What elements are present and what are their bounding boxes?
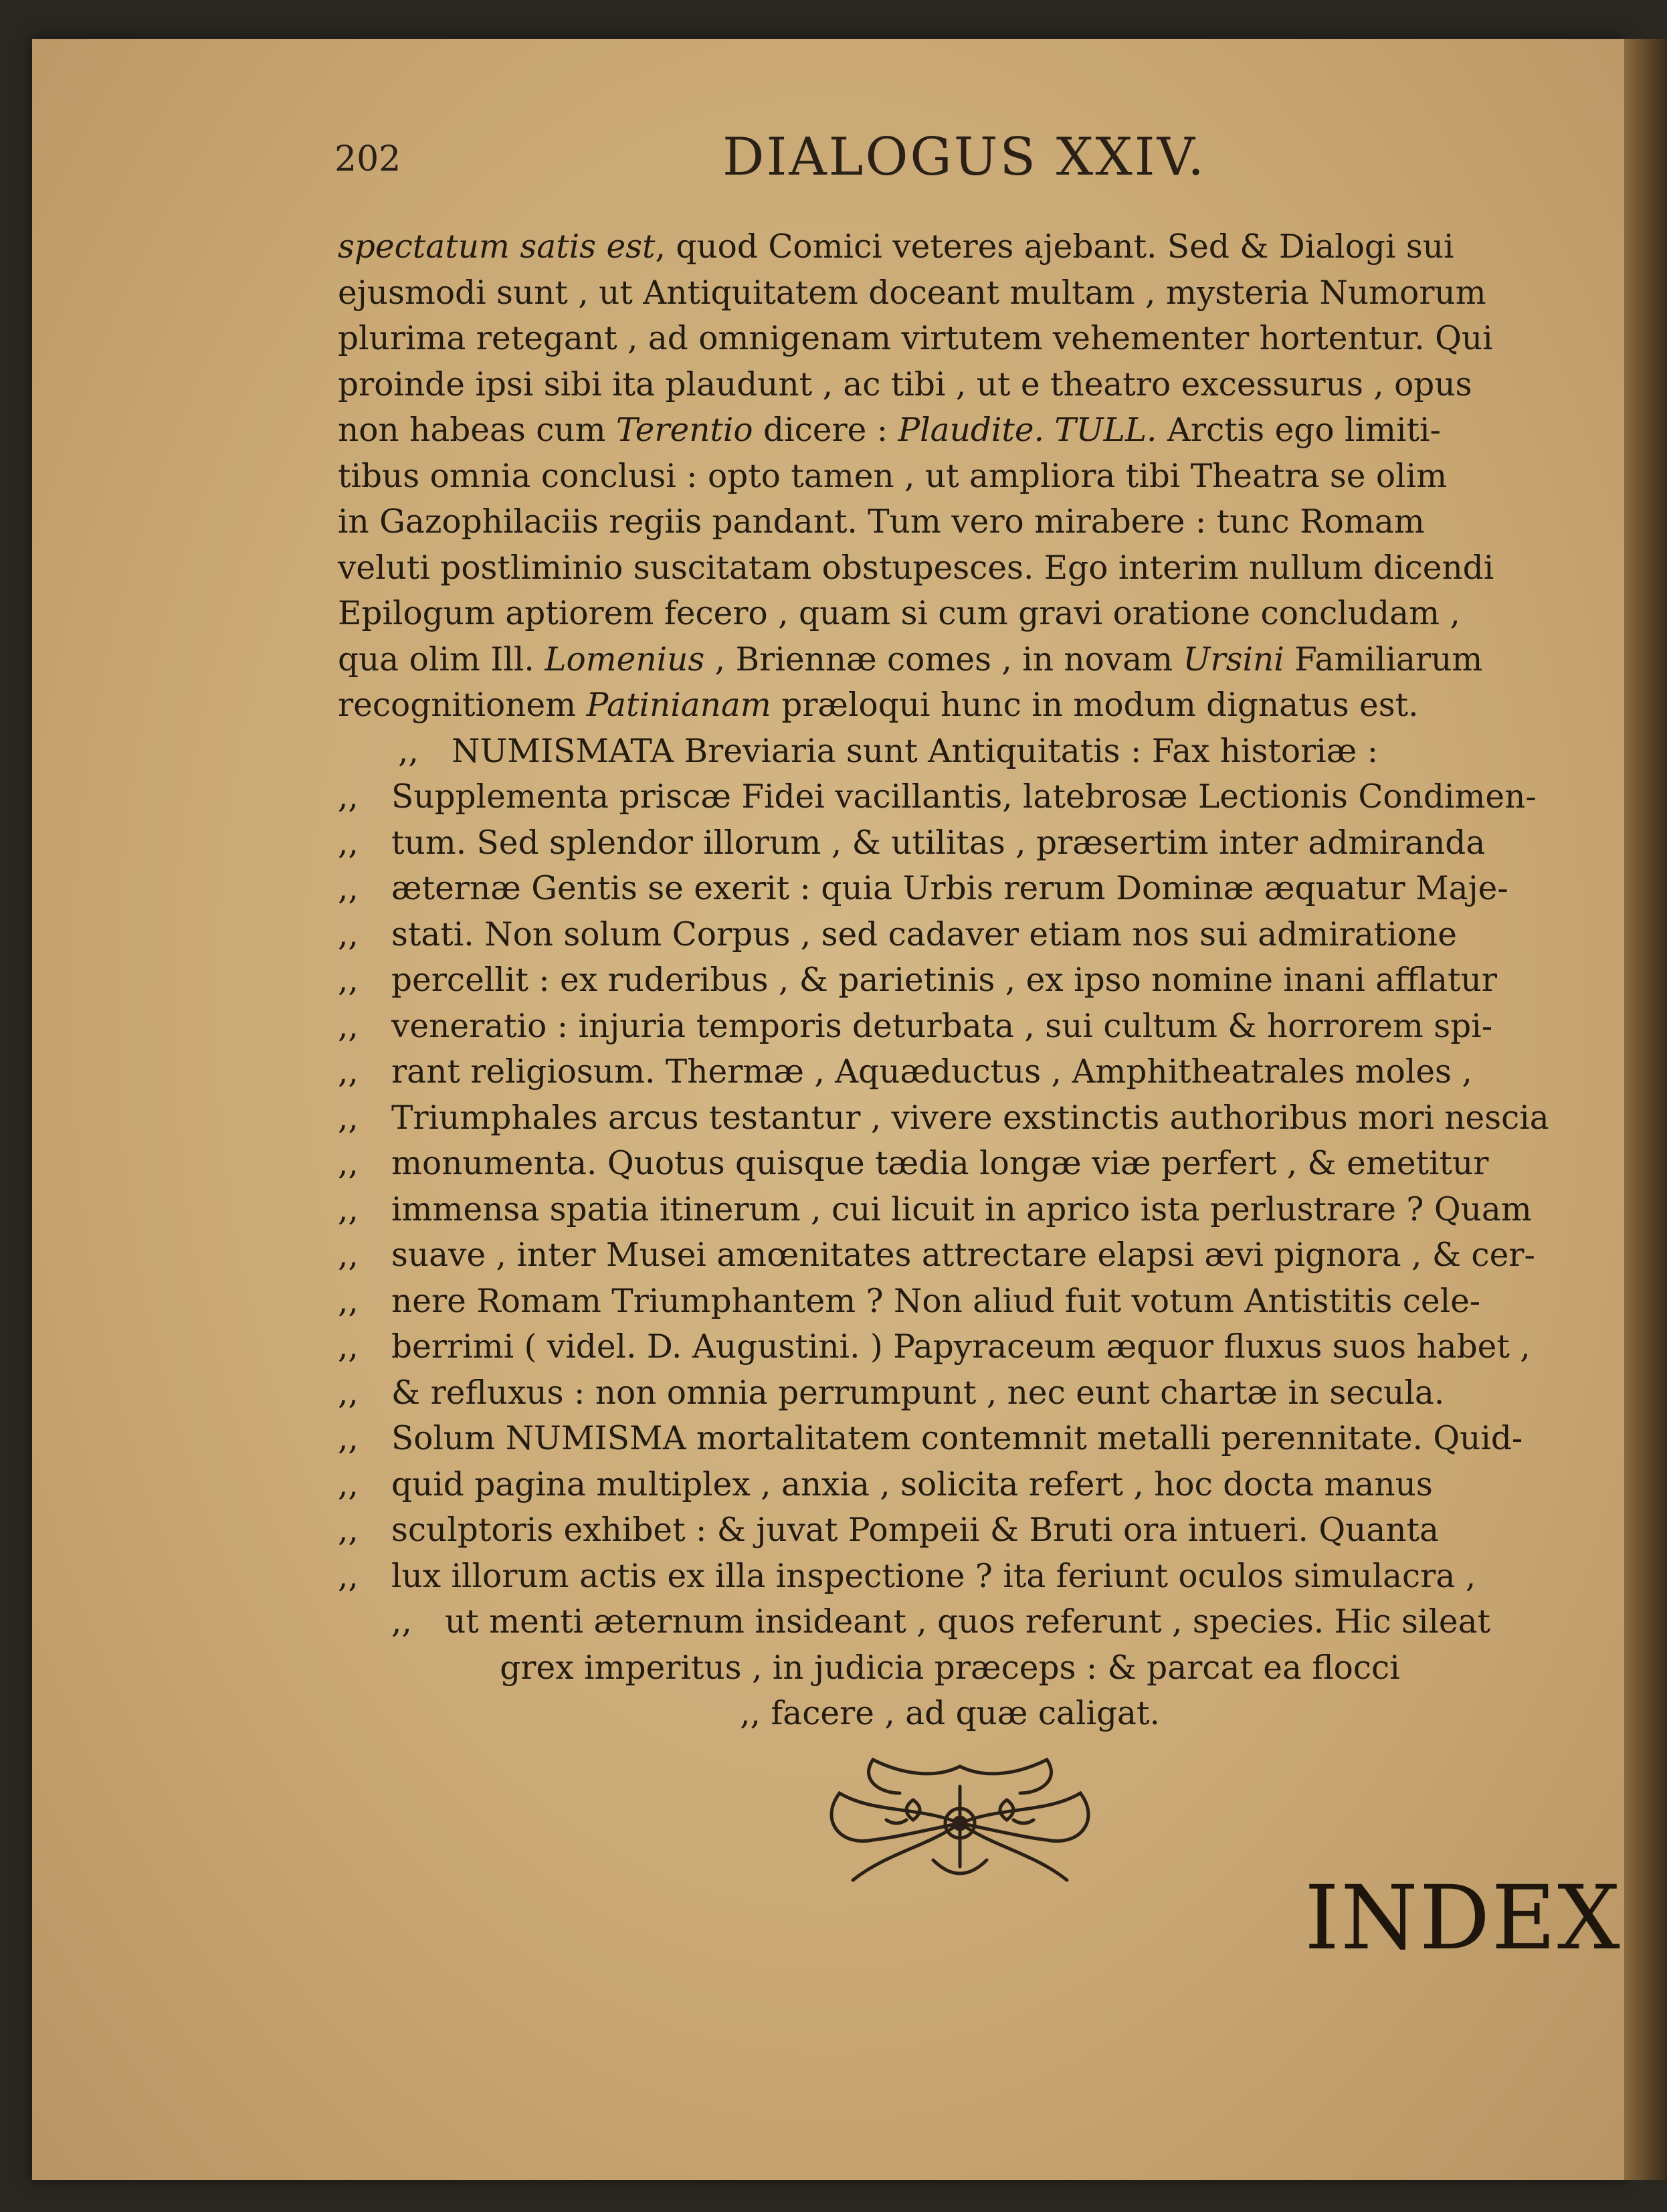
page-header [334,127,1338,201]
quote-mark: ,, [338,1190,359,1228]
quote-mark: ,, [338,1328,359,1366]
quote-line [338,1049,1562,1095]
italic-name: Patinianam [586,686,771,724]
italic-name: Lomenius [545,640,705,678]
quote-line [338,820,1562,866]
text-run: qua olim Ill. [338,640,545,678]
quote-mark: ,, [338,824,359,862]
text-run: præloqui hunc in modum dignatus est. [771,686,1419,724]
text-line: tibus omnia conclusi : opto tamen , ut ampliora tibi Theatra se olim [338,457,1448,495]
quote-mark: ,, [338,1557,359,1595]
text-run: recognitionem [338,686,587,724]
quote-line [338,1232,1562,1279]
text-line: Epilogum aptiorem fecero , quam si cum gravi oratione concludam , [338,595,1460,632]
quote-mark: ,, [338,1374,359,1412]
quote-text: nere Romam Triumphantem ? Non aliud fuit votum Antistitis cele- [391,1282,1481,1320]
body-text [338,224,1562,1737]
text-run: , Briennæ comes , in novam [704,640,1183,678]
quote-line [338,729,1562,775]
quote-text: ut menti æternum insideant , quos referunt , species. Hic sileat [445,1603,1490,1641]
text-run: dicere : [753,411,898,449]
quote-line [338,1599,1562,1645]
floral-ornament-icon [799,1753,1120,1894]
italic-name: Terentio [616,411,753,449]
centered-line: grex imperitus , in judicia præceps : & parcat ea flocci [500,1649,1400,1687]
quote-mark: ,, [338,1282,359,1320]
text-run: , quod Comici veteres ajebant. Sed & Dialogi sui [655,228,1454,266]
quote-text: immensa spatia itinerum , cui licuit in aprico ista perlustrare ? Quam [391,1190,1532,1228]
quote-line [338,1370,1562,1416]
quote-text: & refluxus : non omnia perrumpunt , nec eunt chartæ in secula. [391,1374,1445,1412]
quote-line [338,1095,1562,1141]
quote-text: sculptoris exhibet : & juvat Pompeii & Bruti ora intueri. Quanta [391,1511,1439,1549]
quote-mark: ,, [338,1420,359,1457]
quote-block [338,774,1562,1599]
quote-text: æternæ Gentis se exerit : quia Urbis rerum Dominæ æquatur Maje- [391,870,1508,907]
quote-mark: ,, [338,870,359,907]
quote-mark: ,, [391,1603,412,1641]
text-line [338,637,1562,683]
quote-text: rant religiosum. Thermæ , Aquæductus , Amphitheatrales moles , [391,1053,1472,1091]
quote-line [338,1187,1562,1233]
quote-mark: ,, [338,778,359,816]
quote-mark: ,, [338,1236,359,1274]
quote-line [338,1416,1562,1462]
quote-text: tum. Sed splendor illorum , & utilitas , præsertim inter admiranda [391,824,1486,862]
quote-text: quid pagina multiplex , anxia , solicita refert , hoc docta manus [391,1465,1433,1503]
quote-line [338,957,1562,1004]
quote-line [338,866,1562,912]
quote-text: veneratio : injuria temporis deturbata , sui cultum & horrorem spi- [391,1007,1493,1045]
quote-mark: ,, [338,1007,359,1045]
quote-line [338,1004,1562,1050]
quote-line [338,774,1562,820]
quote-line [338,1279,1562,1325]
quote-mark: ,, [398,732,419,770]
text-line: proinde ipsi sibi ita plaudunt , ac tibi , ut e theatro excessurus , opus [338,365,1472,403]
quote-text: Solum NUMISMA mortalitatem contemnit metalli perennitate. Quid- [391,1420,1523,1457]
text-line [338,682,1562,729]
italic-phrase: spectatum satis est [338,228,656,266]
quote-mark: ,, [338,1099,359,1137]
text-line: ejusmodi sunt , ut Antiquitatem doceant multam , mysteria Numorum [338,274,1486,312]
quote-text: percellit : ex ruderibus , & parietinis , ex ipso nomine inani afflatur [391,961,1497,999]
page-edge [1624,39,1667,2180]
speaker-name: TULL. [1054,411,1157,449]
quote-line [338,1462,1562,1508]
text-run: non habeas cum [338,411,617,449]
page-number: 202 [334,139,401,179]
quote-text: lux illorum actis ex illa inspectione ? ita feriunt oculos simulacra , [391,1557,1476,1595]
quote-text: berrimi ( videl. D. Augustini. ) Papyraceum æquor fluxus suos habet , [391,1328,1531,1366]
text-line: plurima retegant , ad omnigenam virtutem vehementer hortentur. Qui [338,320,1493,357]
text-line: veluti postliminio suscitatam obstupesces. Ego interim nullum dicendi [338,549,1494,587]
quote-mark: ,, [338,1465,359,1503]
italic-phrase: Plaudite. [898,411,1044,449]
quote-mark: ,, [338,1053,359,1091]
quote-mark: ,, [338,961,359,999]
text-line: in Gazophilaciis regiis pandant. Tum vero mirabere : tunc Romam [338,503,1425,541]
quote-text: Supplementa priscæ Fidei vacillantis, latebrosæ Lectionis Condimen- [391,778,1537,816]
quote-line [338,1507,1562,1554]
quote-mark: ,, [338,1511,359,1549]
quote-text: suave , inter Musei amœnitates attrectare elapsi ævi pignora , & cer- [391,1236,1535,1274]
catchword: INDEX [1304,1867,1622,1970]
quote-line [338,912,1562,958]
text-run: Familiarum [1284,640,1483,678]
italic-name: Ursini [1183,640,1284,678]
quote-mark: ,, [338,1145,359,1182]
quote-line [338,1141,1562,1187]
quote-text: NUMISMATA Breviaria sunt Antiquitatis : Fax historiæ : [452,732,1379,770]
quote-text: Triumphales arcus testantur , vivere exstinctis authoribus mori nescia [391,1099,1549,1137]
text-run: Arctis ego limiti- [1157,411,1441,449]
text-line [338,224,1562,270]
quote-text: stati. Non solum Corpus , sed cadaver etiam nos sui admiratione [391,915,1457,953]
centered-line: ,, facere , ad quæ caligat. [740,1695,1160,1732]
quote-line [338,1324,1562,1370]
quote-text: monumenta. Quotus quisque tædia longæ viæ perfert , & emetitur [391,1145,1489,1182]
text-run [1044,411,1054,449]
text-line [338,407,1562,454]
quote-mark: ,, [338,915,359,953]
running-head: DIALOGUS XXIV. [722,127,1207,187]
quote-line [338,1554,1562,1600]
